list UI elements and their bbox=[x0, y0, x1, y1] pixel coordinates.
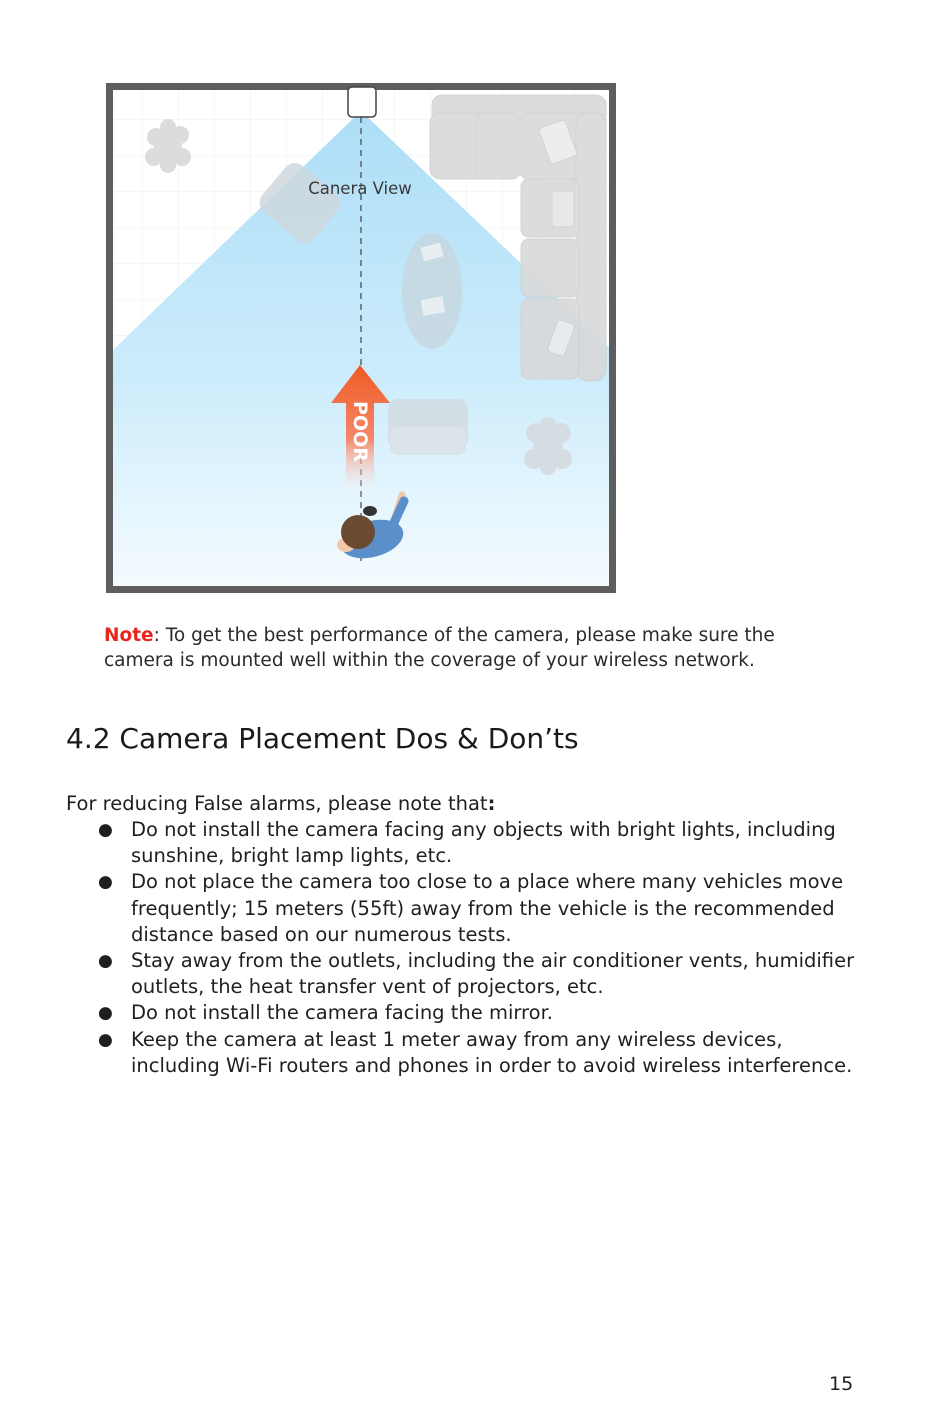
list-item: ● Do not install the camera facing the mirror. bbox=[66, 1000, 856, 1026]
page-number: 15 bbox=[829, 1373, 854, 1395]
note-text: : To get the best performance of the camera, please make sure the camera is mounted well within the coverage of your wireless network. bbox=[104, 625, 775, 671]
camera-view-label: Canera View bbox=[308, 179, 412, 198]
section-heading: 4.2 Camera Placement Dos & Don’ts bbox=[66, 722, 579, 755]
camera-icon bbox=[348, 87, 376, 117]
section-intro-colon: : bbox=[487, 792, 496, 815]
camera-placement-diagram bbox=[106, 83, 616, 593]
list-item: ● Do not install the camera facing any objects with bright lights, including sunshine, bright lamp lights, etc. bbox=[66, 817, 856, 869]
list-item: ● Keep the camera at least 1 meter away from any wireless devices, including Wi-Fi routers and phones in order to avoid wireless interference. bbox=[66, 1027, 856, 1079]
note-label: Note bbox=[104, 625, 154, 646]
list-item: ● Do not place the camera too close to a place where many vehicles move frequently; 15 meters (55ft) away from the vehicle is the recommended distance based on our numerous tests. bbox=[66, 869, 856, 948]
placement-tips-list bbox=[66, 817, 856, 1079]
section-intro bbox=[66, 791, 495, 817]
list-item: ● Stay away from the outlets, including the air conditioner vents, humidifier outlets, the heat transfer vent of projectors, etc. bbox=[66, 948, 856, 1000]
poor-arrow-label: POOR bbox=[349, 401, 371, 462]
note-paragraph bbox=[104, 623, 824, 673]
section-intro-text: For reducing False alarms, please note that bbox=[66, 792, 488, 815]
coffee-table bbox=[402, 233, 462, 349]
small-sofa bbox=[388, 399, 468, 455]
